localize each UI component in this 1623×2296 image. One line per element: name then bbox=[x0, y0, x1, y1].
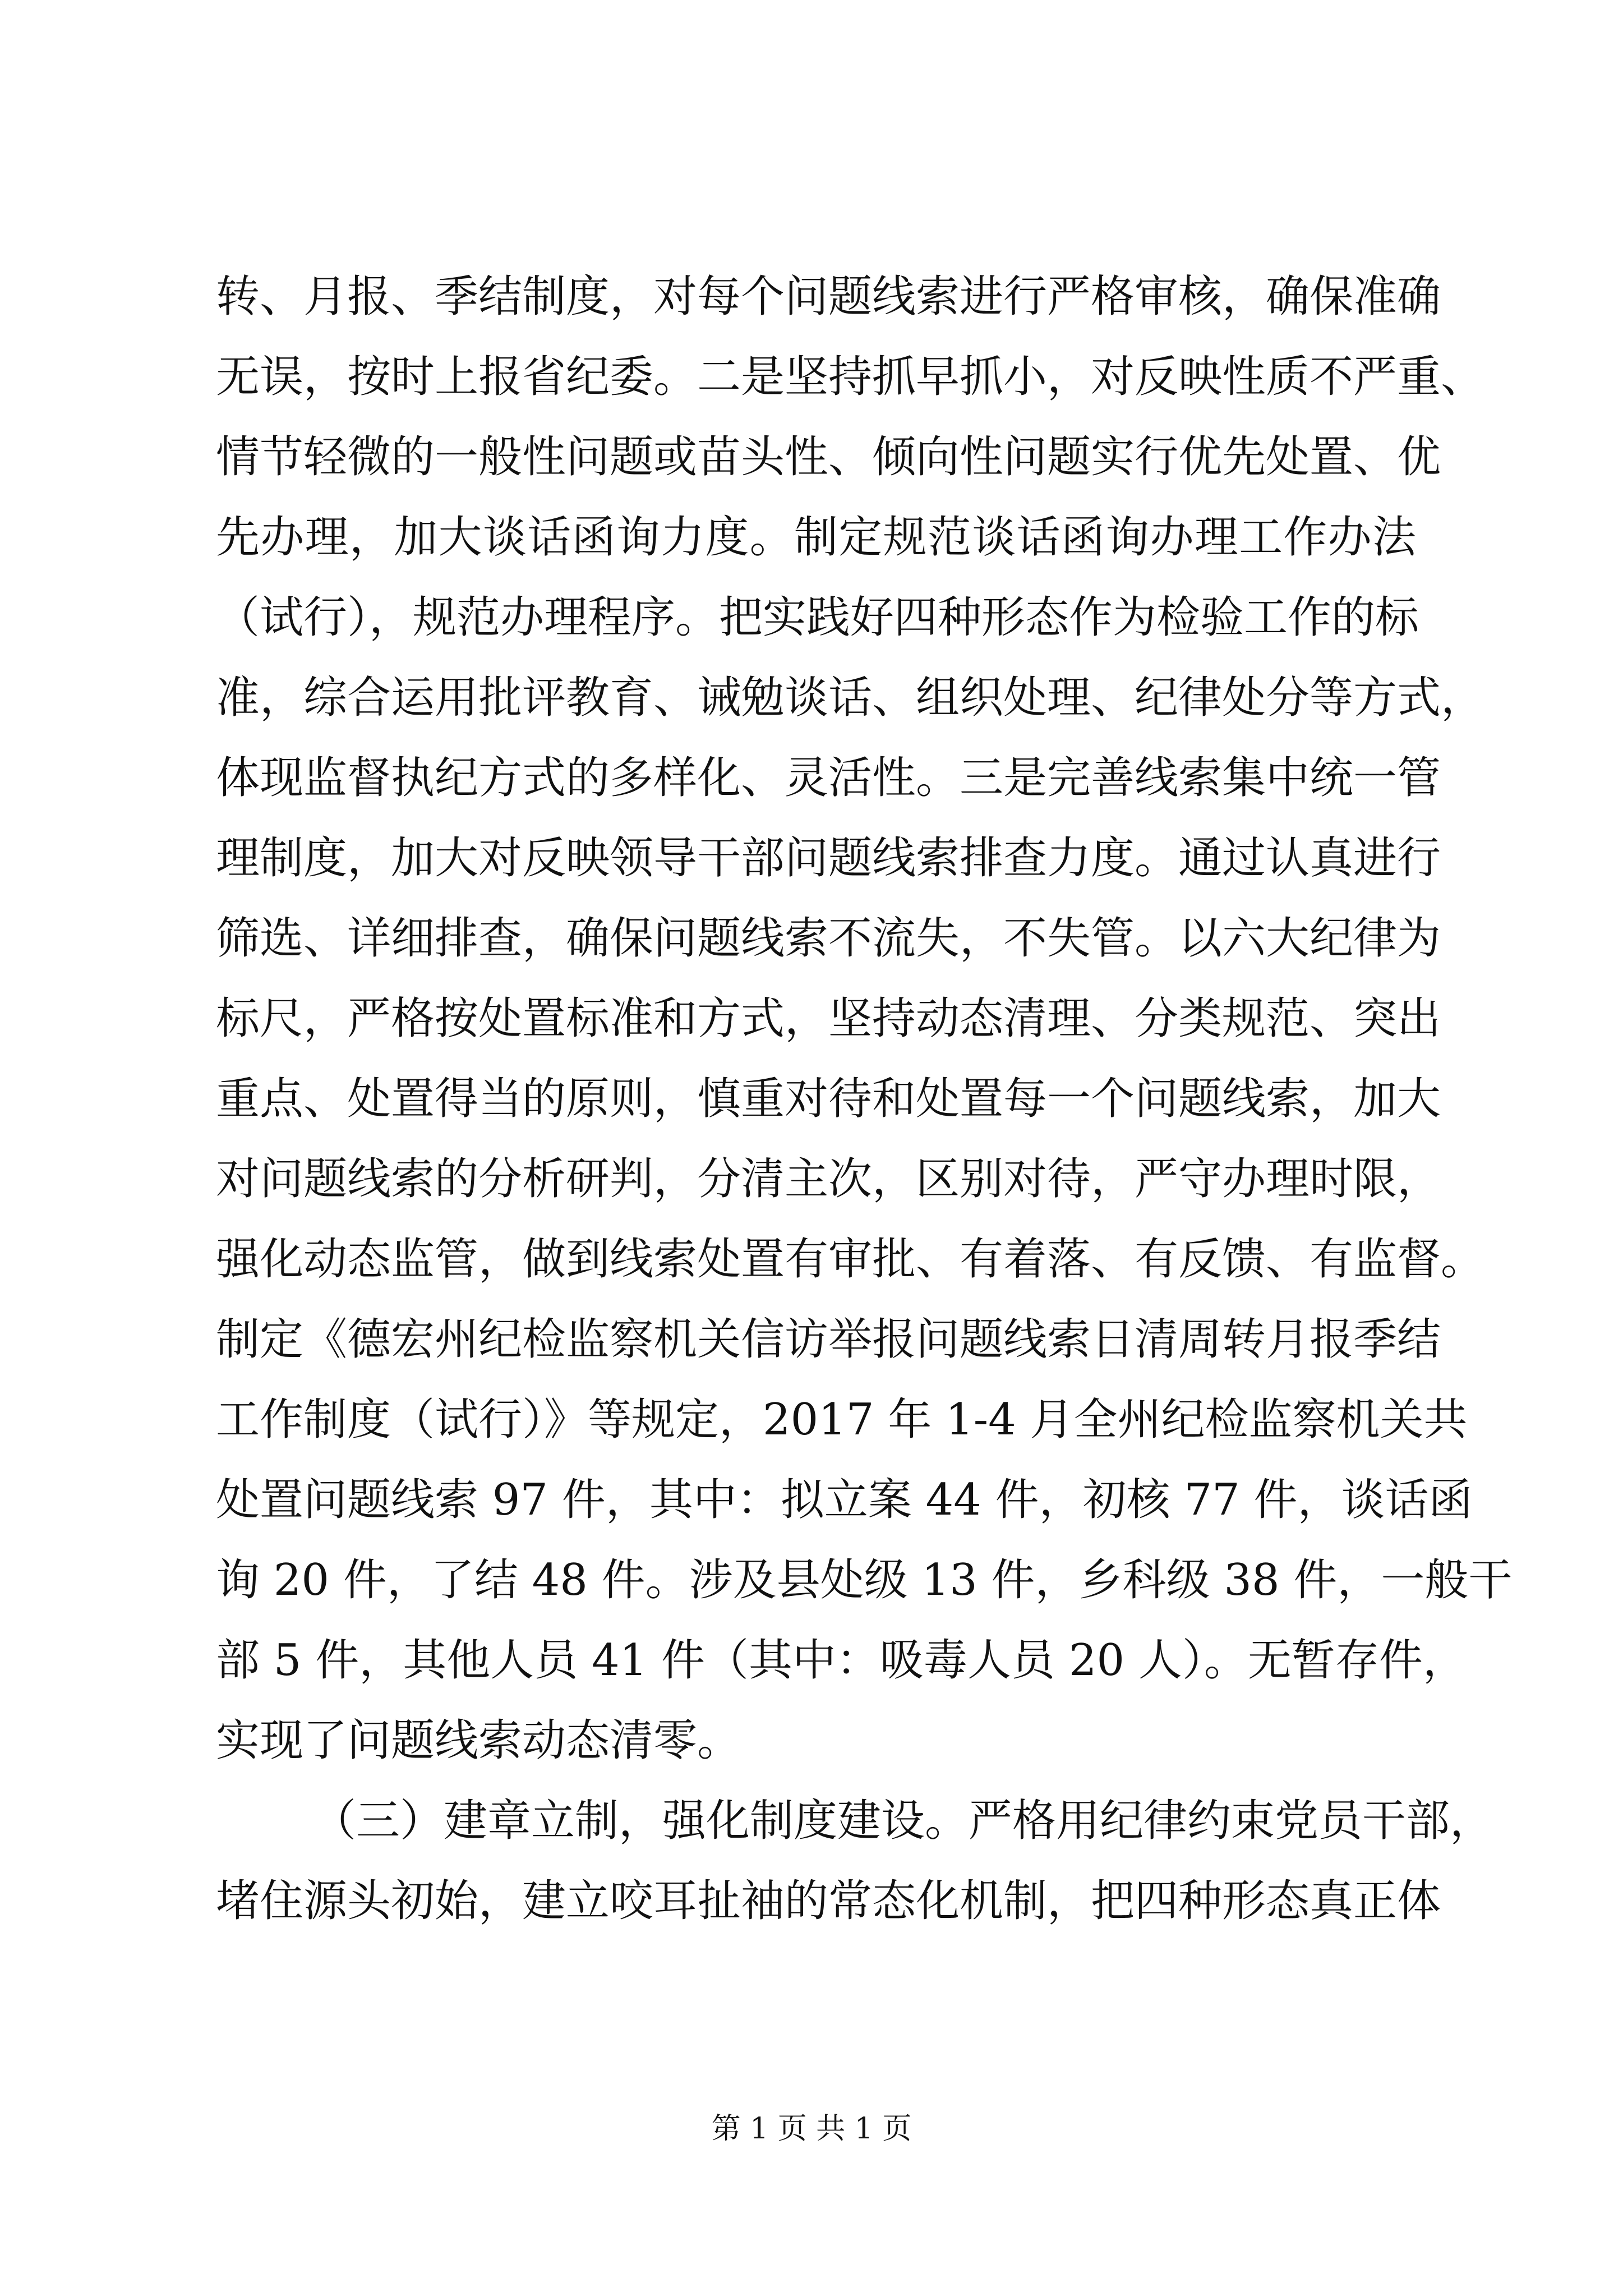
text-line: 先办理，加大谈话函询力度。制定规范谈话函询办理工作办法 bbox=[216, 512, 1416, 563]
paragraph-end-line: 实现了问题线索动态清零。 bbox=[216, 1715, 741, 1766]
text-line: 强化动态监管，做到线索处置有审批、有着落、有反馈、有监督。 bbox=[216, 1234, 1485, 1285]
text-line: 体现监督执纪方式的多样化、灵活性。三是完善线索集中统一管 bbox=[216, 753, 1441, 803]
text-line: 工作制度（试行）》等规定，2017 年 1-4 月全州纪检监察机关共 bbox=[216, 1395, 1468, 1445]
text-line: 标尺，严格按处置标准和方式，坚持动态清理、分类规范、突出 bbox=[216, 993, 1441, 1044]
text-line: 询 20 件，了结 48 件。涉及县处级 13 件，乡科级 38 件，一般干 bbox=[216, 1555, 1513, 1605]
text-line: 处置问题线索 97 件，其中：拟立案 44 件，初核 77 件，谈话函 bbox=[216, 1475, 1473, 1525]
text-line: 对问题线索的分析研判，分清主次，区别对待，严守办理时限， bbox=[216, 1154, 1441, 1204]
section-heading-line: （三）建章立制，强化制度建设。严格用纪律约束党员干部， bbox=[312, 1796, 1494, 1846]
text-line: 无误，按时上报省纪委。二是坚持抓早抓小，对反映性质不严重、 bbox=[216, 352, 1485, 402]
text-line: 转、月报、季结制度，对每个问题线索进行严格审核，确保准确 bbox=[216, 272, 1441, 322]
text-line: 制定《德宏州纪检监察机关信访举报问题线索日清周转月报季结 bbox=[216, 1314, 1441, 1365]
text-line: 部 5 件，其他人员 41 件（其中：吸毒人员 20 人）。无暂存件， bbox=[216, 1635, 1467, 1686]
text-line: 理制度，加大对反映领导干部问题线索排查力度。通过认真进行 bbox=[216, 833, 1441, 884]
text-line: 筛选、详细排查，确保问题线索不流失，不失管。以六大纪律为 bbox=[216, 913, 1441, 964]
text-line: 堵住源头初始，建立咬耳扯袖的常态化机制，把四种形态真正体 bbox=[216, 1876, 1441, 1926]
document-body bbox=[216, 257, 1513, 1941]
text-line: 情节轻微的一般性问题或苗头性、倾向性问题实行优先处置、优 bbox=[216, 432, 1441, 482]
text-line: 准，综合运用批评教育、诫勉谈话、组织处理、纪律处分等方式， bbox=[216, 673, 1485, 723]
text-line: （试行），规范办理程序。把实践好四种形态作为检验工作的标 bbox=[216, 592, 1419, 643]
text-line: 重点、处置得当的原则，慎重对待和处置每一个问题线索，加大 bbox=[216, 1074, 1441, 1124]
page-number-footer: 第 1 页 共 1 页 bbox=[711, 2112, 912, 2146]
